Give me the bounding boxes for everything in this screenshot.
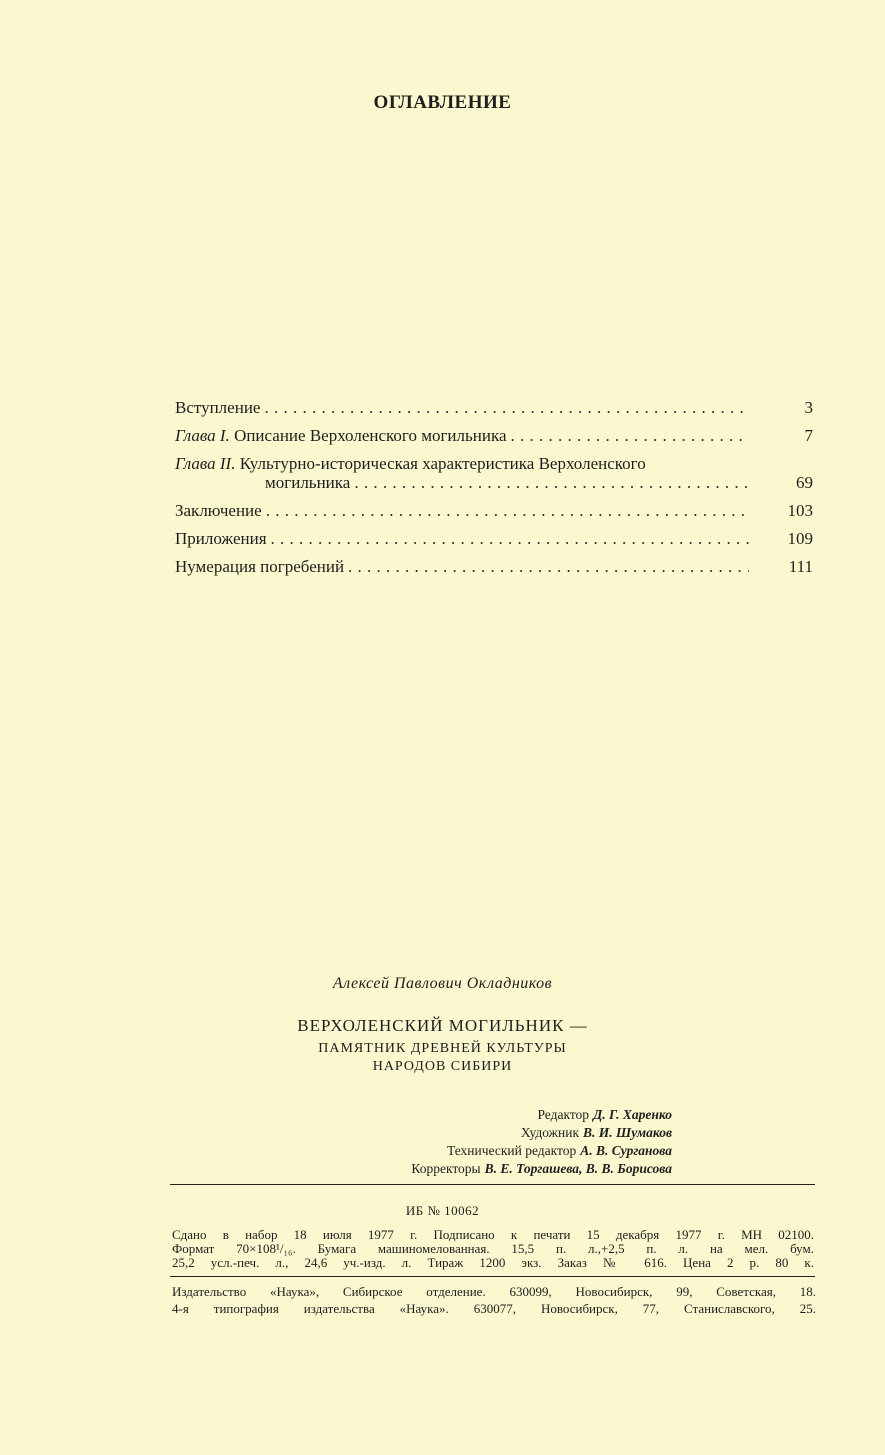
credits: [411, 1106, 672, 1178]
toc-entry-title: Вступление: [175, 398, 261, 417]
dot-leader: [348, 557, 749, 576]
ib-number: ИБ № 10062: [405, 1203, 480, 1218]
toc-entry-title: Нумерация погребений: [175, 557, 345, 576]
credit-role: Художник: [520, 1125, 580, 1140]
imprint-line: 25,2 усл.-печ. л., 24,6 уч.-изд. л. Тираж 1200 экз. Заказ № 616. Цена 2 р. 80 к.: [172, 1255, 814, 1270]
toc-title: ОГЛАВЛЕНИЕ: [373, 92, 512, 113]
publisher-line: Издательство «Наука», Сибирское отделение. 630099, Новосибирск, 99, Советская, 18.: [172, 1284, 816, 1299]
dot-leader: [271, 529, 749, 548]
divider: [170, 1184, 815, 1185]
dot-leader: [264, 398, 749, 417]
toc-page-number: 7: [804, 426, 813, 445]
credit-name: Д. Г. Харенко: [593, 1107, 672, 1122]
imprint-line: Сдано в набор 18 июля 1977 г. Подписано к печати 15 декабря 1977 г. МН 02100.: [172, 1227, 814, 1242]
credit-line: [411, 1142, 672, 1160]
toc-entry-title: Заключение: [175, 501, 262, 520]
credit-line: [411, 1106, 672, 1124]
credit-line: [411, 1124, 672, 1142]
toc-page-number: 111: [788, 557, 813, 576]
credit-role: Корректоры: [411, 1161, 481, 1176]
credit-role: Редактор: [537, 1107, 590, 1122]
author-name: Алексей Павлович Окладников: [332, 975, 553, 992]
divider: [170, 1276, 815, 1277]
toc-entry: [175, 557, 813, 576]
toc-entry-title: Культурно-историческая характеристика Верхоленского: [235, 454, 646, 473]
toc-entry: [175, 529, 813, 548]
dot-leader: [266, 501, 749, 520]
chapter-label: Глава II.: [175, 454, 236, 473]
toc-entry: [175, 454, 813, 492]
credit-line: [411, 1160, 672, 1178]
toc-entry-title-continued: могильника: [265, 473, 351, 492]
chapter-label: Глава I.: [175, 426, 230, 445]
credit-name: В. Е. Торгашева, В. В. Борисова: [484, 1161, 672, 1176]
toc-entry-title: Описание Верхоленского могильника: [229, 426, 507, 445]
book-subtitle: НАРОДОВ СИБИРИ: [372, 1059, 513, 1074]
toc-entry: [175, 398, 813, 417]
credit-name: В. И. Шумаков: [583, 1125, 672, 1140]
toc-page-number: 69: [796, 473, 813, 492]
dot-leader: [511, 426, 749, 445]
toc-entry: [175, 426, 813, 445]
publisher-line: 4-я типография издательства «Наука». 630077, Новосибирск, 77, Станиславского, 25.: [172, 1301, 816, 1316]
credit-name: А. В. Сурганова: [580, 1143, 672, 1158]
toc-page-number: 109: [787, 529, 813, 548]
book-subtitle: ПАМЯТНИК ДРЕВНЕЙ КУЛЬТУРЫ: [318, 1041, 567, 1056]
dot-leader: [354, 473, 749, 492]
toc-page-number: 103: [787, 501, 813, 520]
toc-page-number: 3: [804, 398, 813, 417]
toc-entry: [175, 501, 813, 520]
book-title: ВЕРХОЛЕНСКИЙ МОГИЛЬНИК —: [297, 1016, 588, 1035]
table-of-contents: [175, 398, 813, 585]
credit-role: Технический редактор: [446, 1143, 577, 1158]
print-imprint: [172, 1228, 814, 1270]
toc-entry-title: Приложения: [175, 529, 267, 548]
imprint-line: Формат 70×108¹/₁₆. Бумага машиномелованная. 15,5 п. л.,+2,5 п. л. на мел. бум.: [172, 1241, 814, 1256]
publisher-info: [172, 1283, 816, 1317]
